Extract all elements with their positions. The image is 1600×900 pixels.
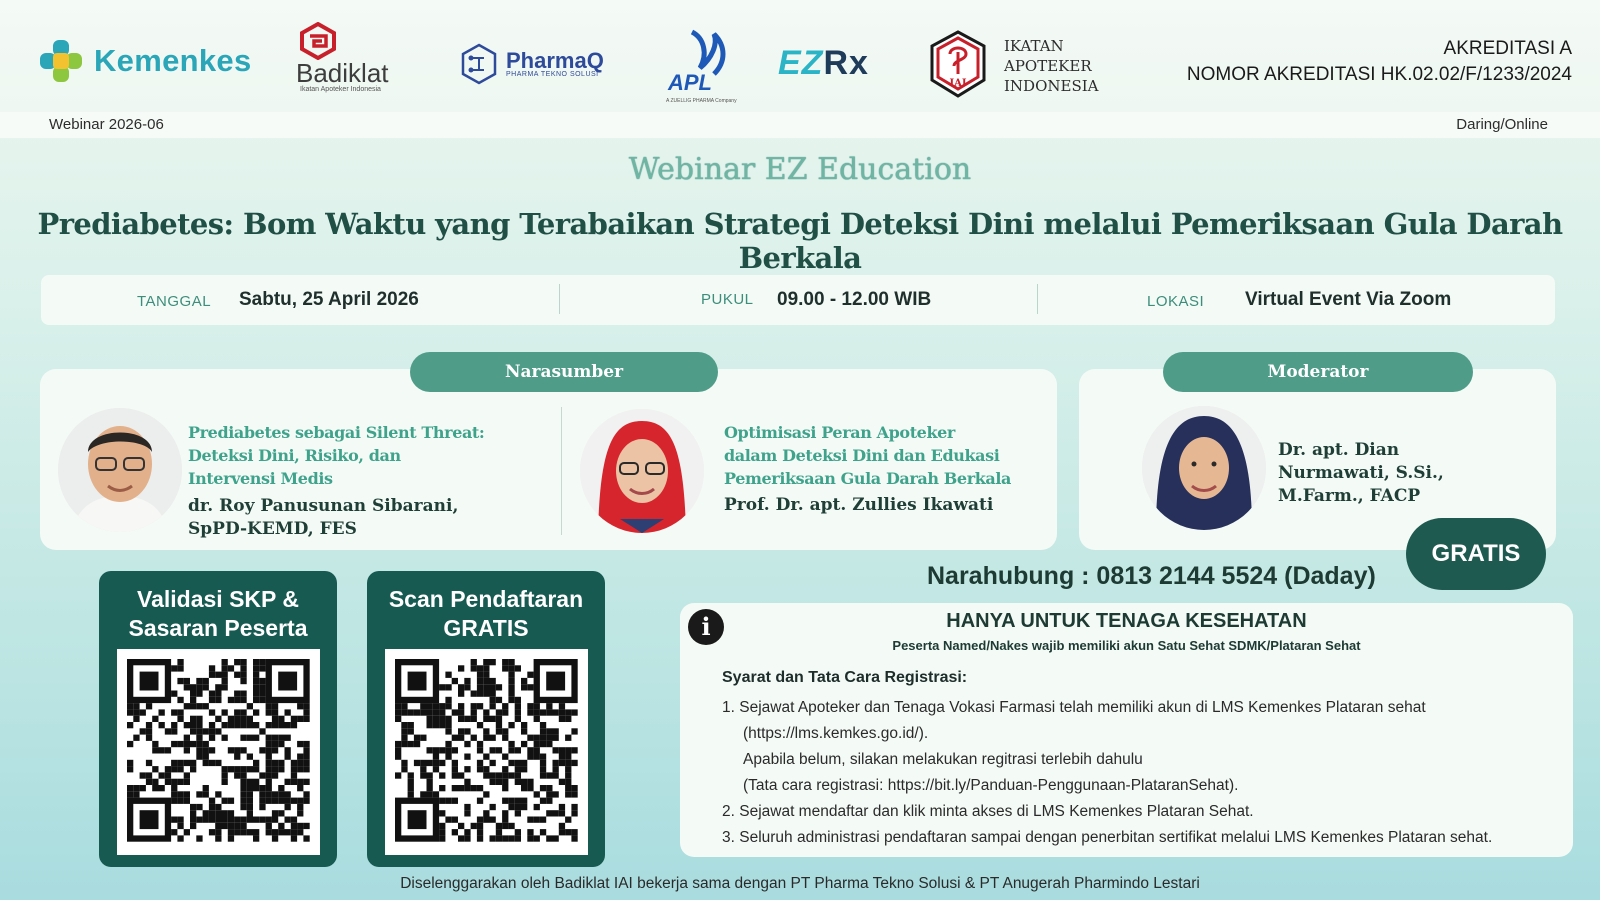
location-label: LOKASI (1147, 293, 1205, 310)
event-series-title: Webinar EZ Education (628, 152, 972, 187)
page-title: Prediabetes: Bom Waktu yang Terabaikan Strategi Deteksi Dini melalui Pemeriksaan Gula Darah Berkala (37, 207, 1563, 275)
webinar-code: Webinar 2026-06 (49, 116, 164, 133)
accreditation-text (1187, 36, 1572, 88)
badiklat-logo (296, 22, 406, 98)
list-item: Apabila belum, silakan melakukan regitrasi terlebih dahulu (743, 751, 1143, 768)
list-item: 3. Seluruh administrasi pendaftaran sampai dengan penerbitan sertifikat melalui LMS Kemenkes Plataran sehat. (722, 829, 1493, 846)
speaker-2-photo (580, 409, 704, 533)
speaker-1-topic-line: Intervensi Medis (188, 469, 333, 488)
registration-steps (722, 695, 1562, 851)
pharmaq-logo (458, 42, 604, 86)
speaker-1-topic-line: Deteksi Dini, Risiko, dan (188, 446, 401, 465)
speaker-1-avatar (58, 408, 182, 532)
pharmaq-circuit-icon (458, 42, 500, 86)
qr-card-title (99, 585, 337, 643)
speaker-1-name (188, 495, 458, 541)
iai-emblem-icon (928, 30, 988, 98)
date-label: TANGGAL (137, 293, 212, 310)
contact-person: Narahubung : 0813 2144 5524 (Daday) (927, 562, 1376, 590)
iai-wordmark (1004, 36, 1098, 96)
speaker-1-name-line: dr. Roy Panusunan Sibarani, (188, 496, 459, 516)
qr-code-icon[interactable] (117, 649, 320, 855)
speaker-2-topic-line: Pemeriksaan Gula Darah Berkala (724, 469, 1012, 488)
gratis-badge: GRATIS (1406, 518, 1546, 590)
badiklat-wordmark: Badiklat (296, 58, 389, 88)
iai-line-1: IKATAN (1004, 37, 1064, 55)
ezrx-rx-text: Rx (823, 44, 869, 82)
iai-logo (928, 30, 1098, 98)
iai-line-3: INDONESIA (1004, 77, 1099, 95)
time-label: PUKUL (701, 291, 754, 308)
speaker-2-topic (724, 421, 1011, 490)
moderator-name-line: Dr. apt. Dian (1278, 440, 1400, 460)
accreditation-grade: AKREDITASI A (1443, 38, 1572, 59)
location-value: Virtual Event Via Zoom (1245, 289, 1452, 310)
speaker-2-name-line: Prof. Dr. apt. Zullies Ikawati (724, 495, 994, 515)
pharmaq-subtitle: PHARMA TEKNO SOLUSI (506, 70, 599, 78)
time-value: 09.00 - 12.00 WIB (777, 289, 932, 310)
organizer-footer: Diselenggarakan oleh Badiklat IAI bekerja sama dengan PT Pharma Tekno Solusi & PT Anugerah Pharmindo Lestari (400, 875, 1200, 892)
ezrx-ez-text: EZ (778, 44, 824, 82)
info-divider (1037, 284, 1038, 314)
qr-card-title-line: GRATIS (443, 615, 529, 641)
event-info-bar (41, 275, 1555, 325)
list-item: (https://lms.kemkes.go.id/). (743, 725, 929, 742)
moderator-name-line: M.Farm., FACP (1278, 486, 1421, 506)
ezrx-logo (778, 44, 869, 83)
moderator-name-line: Nurmawati, S.Si., (1278, 463, 1444, 483)
qr-code-graphic (117, 649, 320, 855)
info-divider (559, 284, 560, 314)
speaker-2-topic-line: dalam Deteksi Dini dan Edukasi (724, 446, 1000, 465)
speaker-1-topic-line: Prediabetes sebagai Silent Threat: (188, 423, 485, 442)
apl-wordmark: APL (668, 70, 712, 95)
date-value: Sabtu, 25 April 2026 (239, 289, 419, 310)
moderator-name (1278, 439, 1444, 508)
badiklat-emblem-icon (298, 22, 338, 60)
list-item: (Tata cara registrasi: https://bit.ly/Panduan-Penggunaan-PlataranSehat). (743, 777, 1239, 794)
registration-heading: HANYA UNTUK TENAGA KESEHATAN (946, 610, 1307, 632)
event-mode: Daring/Online (1456, 116, 1548, 133)
kemenkes-wordmark: Kemenkes (94, 43, 252, 78)
moderator-label: Moderator (1163, 352, 1473, 392)
qr-card-title-line: Sasaran Peserta (128, 615, 308, 641)
moderator-photo (1142, 406, 1266, 530)
speaker-2-topic-line: Optimisasi Peran Apoteker (724, 423, 955, 442)
accreditation-number: NOMOR AKREDITASI HK.02.02/F/1233/2024 (1186, 64, 1572, 85)
speakers-panel (40, 369, 1057, 550)
registration-lead: Syarat dan Tata Cara Registrasi: (722, 669, 968, 686)
iai-line-2: APOTEKER (1004, 57, 1092, 75)
speaker-2-avatar (580, 409, 704, 533)
apl-swoosh-icon (664, 28, 734, 76)
registration-panel (680, 603, 1573, 857)
speaker-2-name (724, 494, 993, 517)
apl-subtitle: A ZUELLIG PHARMA Company (666, 98, 737, 104)
qr-card-title (367, 585, 605, 643)
speaker-1-topic (188, 421, 484, 490)
badiklat-subtitle: Ikatan Apoteker Indonesia (300, 86, 381, 93)
apl-logo (664, 28, 737, 108)
speakers-label: Narasumber (410, 352, 718, 392)
qr-card-title-line: Validasi SKP & (137, 586, 299, 612)
qr-card-registration (367, 571, 605, 867)
list-item: 2. Sejawat mendaftar dan klik minta akses di LMS Kemenkes Plataran Sehat. (722, 803, 1254, 820)
qr-card-title-line: Scan Pendaftaran (388, 586, 584, 612)
qr-code-icon[interactable] (385, 649, 588, 855)
speaker-divider (561, 407, 562, 535)
kemenkes-logo (38, 38, 252, 84)
sub-header-bar (0, 112, 1600, 138)
iai-badge-text: IAI (949, 78, 967, 89)
speaker-1-name-line: SpPD-KEMD, FES (188, 519, 357, 539)
pharmaq-wordmark: PharmaQ (506, 47, 604, 73)
registration-subheading: Peserta Named/Nakes wajib memiliki akun Satu Sehat SDMK/Plataran Sehat (892, 638, 1361, 653)
speaker-1-photo (58, 408, 182, 532)
kemenkes-logo-icon (38, 38, 84, 84)
info-icon: i (688, 609, 724, 645)
header-bar (0, 0, 1600, 112)
qr-code-graphic (385, 649, 588, 855)
list-item: 1. Sejawat Apoteker dan Tenaga Vokasi Farmasi telah memiliki akun di LMS Kemenkes Plataran sehat (722, 699, 1426, 716)
moderator-avatar (1142, 406, 1266, 530)
qr-card-validation (99, 571, 337, 867)
